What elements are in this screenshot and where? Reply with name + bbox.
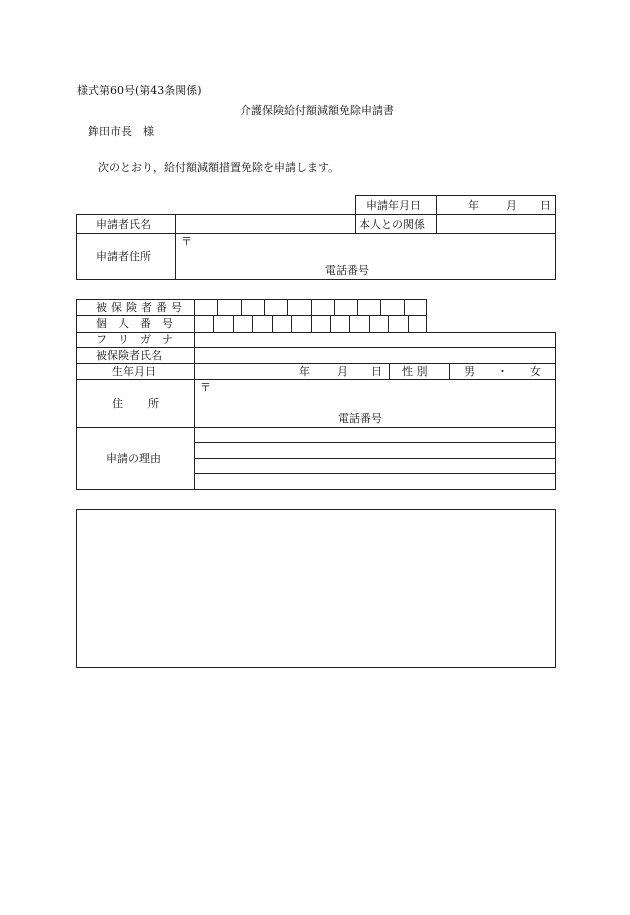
- insured-address-field[interactable]: [214, 382, 552, 408]
- form-number: 様式第60号(第43条関係): [77, 84, 202, 97]
- birth-day[interactable]: 日: [371, 365, 382, 378]
- birth-date-label: 生年月日: [112, 365, 156, 378]
- insured-phone-label: 電話番号: [338, 412, 382, 425]
- insured-number-cell-divider: [264, 299, 265, 315]
- personal-number-cell-divider: [408, 315, 409, 332]
- personal-number-cell-divider: [369, 315, 370, 332]
- personal-number-cell-divider: [272, 315, 273, 332]
- intro-text: 次のとおり，給付額減額措置免除を申請します。: [98, 161, 340, 174]
- personal-number-cell-divider: [291, 315, 292, 332]
- relation-label: 本人との関係: [359, 218, 425, 231]
- personal-number-cell-divider: [349, 315, 350, 332]
- insured-number-cell-divider: [357, 299, 358, 315]
- insured-number-cell-divider: [334, 299, 335, 315]
- personal-number-label: 個 人 番 号: [96, 317, 173, 330]
- personal-number-cell-divider: [388, 315, 389, 332]
- application-date-label: 申請年月日: [366, 199, 421, 212]
- insured-postal-mark: 〒: [200, 381, 211, 394]
- reason-label: 申請の理由: [106, 452, 161, 465]
- insured-number-cell-divider: [380, 299, 381, 315]
- insured-number-cell-divider: [241, 299, 242, 315]
- remarks-box[interactable]: [76, 509, 556, 668]
- application-date-day[interactable]: 日: [540, 199, 551, 212]
- applicant-phone-label: 電話番号: [325, 264, 369, 277]
- furigana-field[interactable]: [196, 333, 554, 346]
- reason-field[interactable]: [196, 429, 554, 488]
- applicant-name-field[interactable]: [177, 215, 353, 232]
- insured-name-label: 被保険者氏名: [96, 349, 162, 362]
- furigana-label: フ リ ガ ナ: [96, 333, 173, 346]
- sex-label: 性 別: [402, 365, 428, 378]
- applicant-postal-mark: 〒: [181, 235, 192, 248]
- sex-male[interactable]: 男: [464, 365, 475, 378]
- insured-number-cell-divider: [287, 299, 288, 315]
- insured-number-label: 被保険者番号: [96, 301, 186, 314]
- applicant-address-field[interactable]: [196, 236, 552, 260]
- application-date-year[interactable]: 年: [468, 199, 479, 212]
- personal-number-cell-divider: [233, 315, 234, 332]
- sex-dot: ・: [497, 365, 508, 378]
- personal-number-cell-divider: [213, 315, 214, 332]
- insured-address-label: 住 所: [112, 397, 166, 410]
- applicant-name-label: 申請者氏名: [96, 218, 151, 231]
- insured-name-field[interactable]: [196, 349, 554, 362]
- form-title: 介護保険給付額減額免除申請書: [240, 104, 394, 117]
- application-date-month[interactable]: 月: [506, 199, 517, 212]
- addressee: 鉾田市長 様: [88, 125, 154, 138]
- insured-number-cell-divider: [311, 299, 312, 315]
- birth-month[interactable]: 月: [337, 365, 348, 378]
- personal-number-cell-divider: [330, 315, 331, 332]
- birth-year[interactable]: 年: [299, 365, 310, 378]
- sex-female[interactable]: 女: [530, 365, 541, 378]
- personal-number-cell-divider: [252, 315, 253, 332]
- applicant-address-label: 申請者住所: [96, 250, 151, 263]
- personal-number-cell-divider: [311, 315, 312, 332]
- insured-number-cell-divider: [404, 299, 405, 315]
- insured-number-cell-divider: [217, 299, 218, 315]
- relation-field[interactable]: [438, 215, 554, 232]
